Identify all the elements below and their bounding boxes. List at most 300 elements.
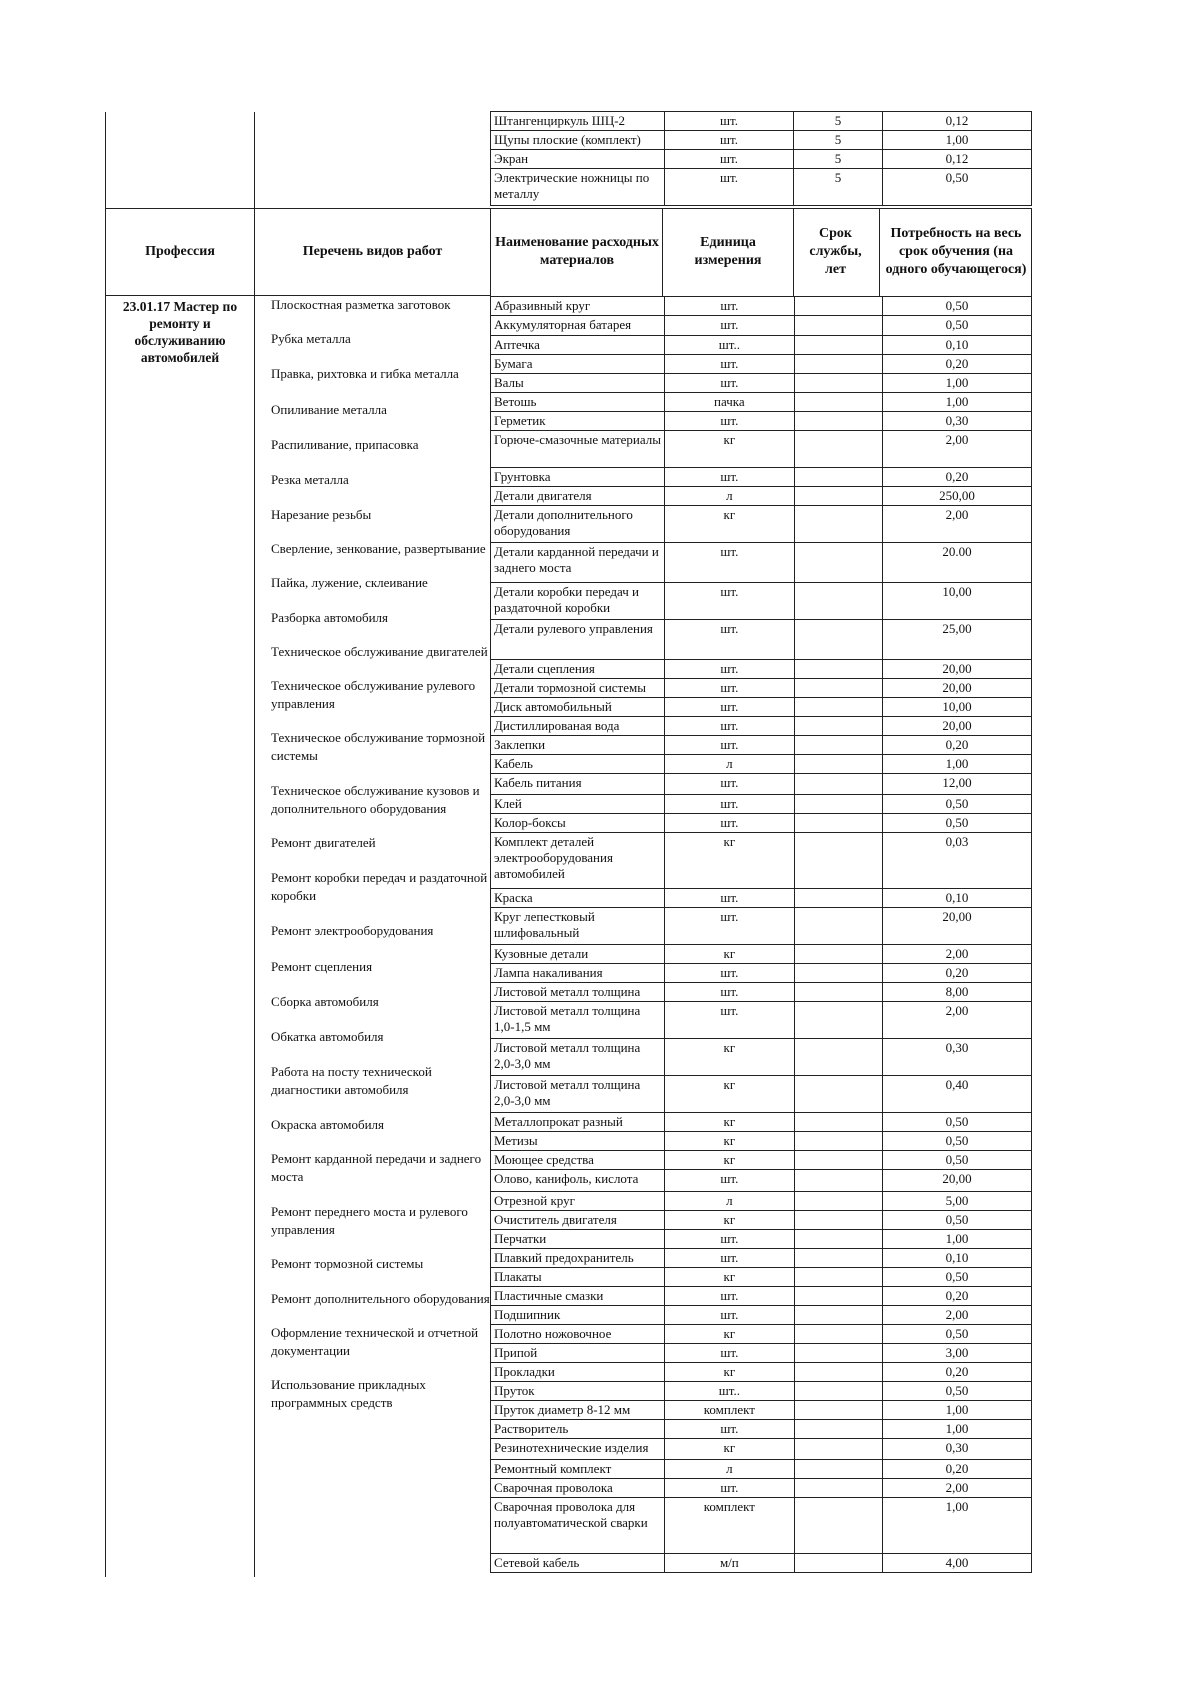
material-unit: шт. bbox=[665, 412, 795, 431]
table-row bbox=[491, 1363, 1032, 1382]
material-need: 4,00 bbox=[883, 1554, 1032, 1573]
material-life: 5 bbox=[794, 150, 883, 169]
material-life bbox=[794, 316, 882, 336]
material-life bbox=[794, 679, 882, 698]
work-item: Пайка, лужение, склеивание bbox=[271, 575, 428, 590]
material-life: 5 bbox=[794, 169, 883, 206]
material-unit: шт. bbox=[665, 908, 795, 945]
material-life bbox=[794, 468, 882, 487]
material-unit: шт. bbox=[665, 1479, 795, 1498]
table-row bbox=[491, 431, 1032, 468]
material-life bbox=[794, 814, 882, 833]
material-name: Очиститель двигателя bbox=[491, 1211, 665, 1230]
table-row bbox=[491, 1498, 1032, 1554]
material-unit: шт. bbox=[665, 620, 795, 660]
material-life bbox=[794, 506, 882, 543]
table-row bbox=[491, 660, 1032, 679]
header-sep-5 bbox=[879, 208, 880, 296]
material-life bbox=[794, 795, 882, 814]
material-unit: комплект bbox=[665, 1498, 795, 1554]
table-row bbox=[491, 393, 1032, 412]
material-name: Валы bbox=[491, 374, 665, 393]
material-need: 0,50 bbox=[883, 1268, 1032, 1287]
material-need: 1,00 bbox=[883, 1230, 1032, 1249]
material-need: 2,00 bbox=[883, 1306, 1032, 1325]
work-item: Техническое обслуживание тормозной системы bbox=[271, 730, 486, 763]
material-need: 2,00 bbox=[883, 1479, 1032, 1498]
material-life bbox=[794, 1363, 882, 1382]
material-need: 25,00 bbox=[883, 620, 1032, 660]
table-row bbox=[491, 1249, 1032, 1268]
work-item: Ремонт дополнительного оборудования bbox=[271, 1291, 490, 1306]
material-name: Бумага bbox=[491, 355, 665, 374]
material-life bbox=[794, 1325, 882, 1344]
material-unit: шт. bbox=[665, 814, 795, 833]
table-row bbox=[491, 1002, 1032, 1039]
material-need: 10,00 bbox=[883, 698, 1032, 717]
material-unit: кг bbox=[665, 1113, 795, 1132]
material-life bbox=[794, 1113, 882, 1132]
material-life bbox=[794, 1230, 882, 1249]
work-item: Опиливание металла bbox=[271, 402, 387, 417]
material-unit: шт. bbox=[665, 795, 795, 814]
material-unit: кг bbox=[665, 506, 795, 543]
material-life bbox=[794, 1554, 882, 1573]
material-unit: шт. bbox=[665, 374, 795, 393]
material-unit: шт. bbox=[665, 679, 795, 698]
material-unit: шт. bbox=[665, 698, 795, 717]
table-row bbox=[491, 889, 1032, 908]
material-unit: шт. bbox=[665, 297, 795, 316]
material-name: Клей bbox=[491, 795, 665, 814]
work-item: Обкатка автомобиля bbox=[271, 1029, 384, 1044]
material-unit: кг bbox=[665, 1268, 795, 1287]
header-unit: Единица измерения bbox=[694, 235, 762, 268]
material-life bbox=[794, 393, 882, 412]
material-need: 0,20 bbox=[883, 736, 1032, 755]
material-name: Дистиллированая вода bbox=[491, 717, 665, 736]
material-life bbox=[794, 1306, 882, 1325]
material-name: Круг лепестковый шлифовальный bbox=[491, 908, 665, 945]
material-name: Аккумуляторная батарея bbox=[491, 316, 665, 336]
work-item: Техническое обслуживание рулевого управления bbox=[271, 678, 476, 711]
material-name: Припой bbox=[491, 1344, 665, 1363]
material-name: Детали двигателя bbox=[491, 487, 665, 506]
material-need: 0,30 bbox=[883, 1439, 1032, 1460]
table-row bbox=[491, 755, 1032, 774]
material-life bbox=[794, 1382, 882, 1401]
material-need: 0,30 bbox=[883, 1039, 1032, 1076]
material-name: Диск автомобильный bbox=[491, 698, 665, 717]
material-need: 20.00 bbox=[883, 543, 1032, 583]
material-need: 2,00 bbox=[883, 506, 1032, 543]
material-need: 1,00 bbox=[882, 131, 1031, 150]
material-unit: шт.. bbox=[665, 336, 795, 355]
header-right-line bbox=[1031, 208, 1032, 296]
material-unit: шт. bbox=[665, 736, 795, 755]
material-unit: кг bbox=[665, 431, 795, 468]
continued-table bbox=[490, 111, 1032, 206]
material-unit: л bbox=[665, 487, 795, 506]
material-unit: шт. bbox=[665, 468, 795, 487]
material-need: 0,50 bbox=[883, 1113, 1032, 1132]
material-name: Сетевой кабель bbox=[491, 1554, 665, 1573]
table-row bbox=[491, 814, 1032, 833]
material-name: Штангенциркуль ШЦ-2 bbox=[491, 112, 665, 131]
material-need: 0,10 bbox=[883, 336, 1032, 355]
material-need: 20,00 bbox=[883, 660, 1032, 679]
table-row bbox=[491, 1170, 1032, 1192]
work-item: Правка, рихтовка и гибка металла bbox=[271, 366, 459, 381]
table-row bbox=[491, 1287, 1032, 1306]
material-life bbox=[794, 355, 882, 374]
material-life bbox=[794, 774, 882, 795]
material-name: Экран bbox=[491, 150, 665, 169]
header-sep-3 bbox=[662, 208, 663, 296]
material-name: Ветошь bbox=[491, 393, 665, 412]
table-row bbox=[491, 374, 1032, 393]
material-name: Комплект деталей электрооборудования автомобилей bbox=[491, 833, 665, 889]
material-name: Отрезной круг bbox=[491, 1192, 665, 1211]
material-need: 1,00 bbox=[883, 755, 1032, 774]
material-unit: м/п bbox=[665, 1554, 795, 1573]
material-life bbox=[794, 908, 882, 945]
table-row bbox=[491, 1076, 1032, 1113]
material-name: Листовой металл толщина bbox=[491, 983, 665, 1002]
material-unit: шт. bbox=[665, 1002, 795, 1039]
material-life bbox=[794, 374, 882, 393]
material-life bbox=[794, 698, 882, 717]
material-need: 1,00 bbox=[883, 1420, 1032, 1439]
material-name: Резинотехнические изделия bbox=[491, 1439, 665, 1460]
work-item: Ремонт переднего моста и рулевого управления bbox=[271, 1204, 468, 1237]
material-need: 20,00 bbox=[883, 908, 1032, 945]
material-name: Горюче-смазочные материалы bbox=[491, 431, 665, 468]
material-life bbox=[794, 1420, 882, 1439]
material-name: Ремонтный комплект bbox=[491, 1460, 665, 1479]
material-unit: шт. bbox=[665, 1420, 795, 1439]
material-life bbox=[794, 1002, 882, 1039]
work-item: Ремонт электрооборудования bbox=[271, 923, 434, 938]
material-life bbox=[794, 833, 882, 889]
material-need: 0,50 bbox=[883, 814, 1032, 833]
table-row bbox=[491, 506, 1032, 543]
material-life bbox=[794, 543, 882, 583]
material-life bbox=[794, 736, 882, 755]
material-need: 0,50 bbox=[882, 169, 1031, 206]
material-life bbox=[794, 1479, 882, 1498]
material-need: 2,00 bbox=[883, 1002, 1032, 1039]
material-need: 0,30 bbox=[883, 412, 1032, 431]
material-name: Метизы bbox=[491, 1132, 665, 1151]
table-row bbox=[491, 169, 1032, 206]
header-material-name: Наименование расходных материалов bbox=[495, 235, 659, 268]
material-life bbox=[794, 297, 882, 316]
table-row bbox=[491, 1192, 1032, 1211]
header-service-life: Срок службы, лет bbox=[809, 226, 862, 277]
material-need: 1,00 bbox=[883, 1498, 1032, 1554]
work-item: Оформление технической и отчетной документации bbox=[271, 1325, 479, 1358]
material-need: 1,00 bbox=[883, 374, 1032, 393]
table-row bbox=[491, 1479, 1032, 1498]
material-life bbox=[794, 336, 882, 355]
material-need: 1,00 bbox=[883, 1401, 1032, 1420]
work-item: Ремонт двигателей bbox=[271, 835, 376, 850]
material-life bbox=[794, 755, 882, 774]
material-life bbox=[794, 431, 882, 468]
material-life: 5 bbox=[794, 112, 883, 131]
work-item: Окраска автомобиля bbox=[271, 1117, 384, 1132]
material-unit: шт. bbox=[665, 983, 795, 1002]
table-row bbox=[491, 1039, 1032, 1076]
work-item: Работа на посту технической диагностики автомобиля bbox=[271, 1064, 432, 1097]
material-name: Сварочная проволока для полуавтоматической сварки bbox=[491, 1498, 665, 1554]
table-row bbox=[491, 717, 1032, 736]
materials-table bbox=[490, 296, 1032, 1573]
table-row bbox=[491, 583, 1032, 620]
material-unit: шт.. bbox=[665, 1382, 795, 1401]
material-name: Пруток bbox=[491, 1382, 665, 1401]
material-unit: кг bbox=[665, 1439, 795, 1460]
material-need: 0,12 bbox=[882, 150, 1031, 169]
material-unit: шт. bbox=[665, 964, 795, 983]
table-row bbox=[491, 336, 1032, 355]
table-row bbox=[491, 1439, 1032, 1460]
material-life: 5 bbox=[794, 131, 883, 150]
material-name: Герметик bbox=[491, 412, 665, 431]
table-row bbox=[491, 908, 1032, 945]
material-life bbox=[794, 583, 882, 620]
material-life bbox=[794, 1192, 882, 1211]
material-life bbox=[794, 1151, 882, 1170]
table-row bbox=[491, 1382, 1032, 1401]
material-name: Сварочная проволока bbox=[491, 1479, 665, 1498]
table-row bbox=[491, 543, 1032, 583]
material-unit: л bbox=[665, 1460, 795, 1479]
material-need: 0,50 bbox=[883, 1211, 1032, 1230]
work-item: Нарезание резьбы bbox=[271, 507, 372, 522]
material-need: 3,00 bbox=[883, 1344, 1032, 1363]
material-life bbox=[794, 1268, 882, 1287]
work-item: Использование прикладных программных средств bbox=[271, 1377, 426, 1410]
table-row bbox=[491, 1151, 1032, 1170]
work-item: Сборка автомобиля bbox=[271, 994, 379, 1009]
material-name: Детали карданной передачи и заднего моста bbox=[491, 543, 665, 583]
material-unit: кг bbox=[665, 1325, 795, 1344]
material-life bbox=[794, 620, 882, 660]
material-life bbox=[794, 1211, 882, 1230]
material-unit: кг bbox=[665, 1151, 795, 1170]
material-unit: шт. bbox=[665, 1249, 795, 1268]
header-sep-1 bbox=[254, 208, 255, 296]
material-name: Пластичные смазки bbox=[491, 1287, 665, 1306]
material-life bbox=[794, 1439, 882, 1460]
material-unit: шт. bbox=[665, 543, 795, 583]
table-row bbox=[491, 131, 1032, 150]
material-life bbox=[794, 1249, 882, 1268]
material-need: 8,00 bbox=[883, 983, 1032, 1002]
table-row bbox=[491, 150, 1032, 169]
material-need: 2,00 bbox=[883, 945, 1032, 964]
table-row bbox=[491, 698, 1032, 717]
table-row bbox=[491, 355, 1032, 374]
material-need: 0,50 bbox=[883, 316, 1032, 336]
material-life bbox=[794, 983, 882, 1002]
table-row bbox=[491, 620, 1032, 660]
material-unit: шт. bbox=[665, 1170, 795, 1192]
work-item: Ремонт тормозной системы bbox=[271, 1256, 424, 1271]
material-need: 0,20 bbox=[883, 1287, 1032, 1306]
material-unit: шт. bbox=[665, 1344, 795, 1363]
material-unit: шт. bbox=[664, 131, 793, 150]
material-name: Колор-боксы bbox=[491, 814, 665, 833]
table-row bbox=[491, 316, 1032, 336]
table-row bbox=[491, 412, 1032, 431]
material-name: Заклепки bbox=[491, 736, 665, 755]
material-life bbox=[794, 1287, 882, 1306]
table-row bbox=[491, 1420, 1032, 1439]
material-name: Листовой металл толщина 2,0-3,0 мм bbox=[491, 1076, 665, 1113]
material-name: Плавкий предохранитель bbox=[491, 1249, 665, 1268]
material-name: Детали рулевого управления bbox=[491, 620, 665, 660]
material-name: Плакаты bbox=[491, 1268, 665, 1287]
header-profession: Профессия bbox=[145, 244, 215, 259]
material-unit: л bbox=[665, 755, 795, 774]
material-unit: л bbox=[665, 1192, 795, 1211]
material-need: 0,40 bbox=[883, 1076, 1032, 1113]
material-name: Краска bbox=[491, 889, 665, 908]
material-name: Полотно ножовочное bbox=[491, 1325, 665, 1344]
material-unit: шт. bbox=[665, 774, 795, 795]
material-need: 0,20 bbox=[883, 355, 1032, 374]
header-sep-4 bbox=[793, 208, 794, 296]
material-name: Аптечка bbox=[491, 336, 665, 355]
material-unit: кг bbox=[665, 1363, 795, 1382]
table-row bbox=[491, 297, 1032, 316]
table-row bbox=[491, 679, 1032, 698]
material-need: 250,00 bbox=[883, 487, 1032, 506]
material-name: Листовой металл толщина 2,0-3,0 мм bbox=[491, 1039, 665, 1076]
material-need: 20,00 bbox=[883, 1170, 1032, 1192]
table-row bbox=[491, 1401, 1032, 1420]
table-row bbox=[491, 468, 1032, 487]
material-name: Прокладки bbox=[491, 1363, 665, 1382]
material-name: Абразивный круг bbox=[491, 297, 665, 316]
material-name: Металлопрокат разный bbox=[491, 1113, 665, 1132]
header-need: Потребность на весь срок обучения (на одного обучающегося) bbox=[885, 226, 1027, 277]
header-sep-2 bbox=[490, 208, 491, 296]
material-name: Щупы плоские (комплект) bbox=[491, 131, 665, 150]
material-life bbox=[794, 1039, 882, 1076]
material-unit: кг bbox=[665, 1039, 795, 1076]
material-need: 0,20 bbox=[883, 964, 1032, 983]
material-name: Детали тормозной системы bbox=[491, 679, 665, 698]
material-name: Электрические ножницы по металлу bbox=[491, 169, 665, 206]
material-need: 12,00 bbox=[883, 774, 1032, 795]
material-need: 0,10 bbox=[883, 1249, 1032, 1268]
work-item: Сверление, зенкование, развертывание bbox=[271, 541, 486, 556]
table-row bbox=[491, 1113, 1032, 1132]
material-name: Листовой металл толщина 1,0-1,5 мм bbox=[491, 1002, 665, 1039]
table-row bbox=[491, 774, 1032, 795]
material-name: Кабель питания bbox=[491, 774, 665, 795]
table-row bbox=[491, 1268, 1032, 1287]
material-life bbox=[794, 1344, 882, 1363]
material-unit: кг bbox=[665, 1211, 795, 1230]
material-need: 0,20 bbox=[883, 1363, 1032, 1382]
material-need: 20,00 bbox=[883, 717, 1032, 736]
material-need: 20,00 bbox=[883, 679, 1032, 698]
material-need: 0,03 bbox=[883, 833, 1032, 889]
material-unit: шт. bbox=[665, 583, 795, 620]
table-row bbox=[491, 736, 1032, 755]
material-unit: кг bbox=[665, 945, 795, 964]
material-life bbox=[794, 964, 882, 983]
material-life bbox=[794, 1498, 882, 1554]
material-name: Грунтовка bbox=[491, 468, 665, 487]
material-life bbox=[794, 660, 882, 679]
material-unit: комплект bbox=[665, 1401, 795, 1420]
material-life bbox=[794, 412, 882, 431]
work-item: Техническое обслуживание двигателей bbox=[271, 644, 488, 659]
material-life bbox=[794, 1132, 882, 1151]
material-unit: шт. bbox=[665, 660, 795, 679]
material-life bbox=[794, 1170, 882, 1192]
profession-name: 23.01.17 Мастер по ремонту и обслуживанию автомобилей bbox=[122, 299, 238, 365]
material-unit: шт. bbox=[665, 1230, 795, 1249]
table-row bbox=[491, 1211, 1032, 1230]
material-unit: кг bbox=[665, 1132, 795, 1151]
table-row bbox=[491, 1344, 1032, 1363]
material-unit: шт. bbox=[665, 717, 795, 736]
material-life bbox=[794, 487, 882, 506]
material-name: Лампа накаливания bbox=[491, 964, 665, 983]
material-need: 0,12 bbox=[882, 112, 1031, 131]
material-need: 0,20 bbox=[883, 468, 1032, 487]
material-name: Кузовные детали bbox=[491, 945, 665, 964]
work-item: Плоскостная разметка заготовок bbox=[271, 297, 451, 312]
material-name: Кабель bbox=[491, 755, 665, 774]
material-unit: шт. bbox=[665, 355, 795, 374]
material-unit: шт. bbox=[665, 889, 795, 908]
material-name: Пруток диаметр 8-12 мм bbox=[491, 1401, 665, 1420]
material-need: 0,50 bbox=[883, 297, 1032, 316]
material-need: 1,00 bbox=[883, 393, 1032, 412]
works-list bbox=[271, 296, 491, 1412]
table-row bbox=[491, 833, 1032, 889]
table-row bbox=[491, 1460, 1032, 1479]
material-need: 2,00 bbox=[883, 431, 1032, 468]
material-need: 5,00 bbox=[883, 1192, 1032, 1211]
work-item: Разборка автомобиля bbox=[271, 610, 388, 625]
table-row bbox=[491, 1132, 1032, 1151]
material-name: Моющее средства bbox=[491, 1151, 665, 1170]
material-life bbox=[794, 717, 882, 736]
material-name: Детали сцепления bbox=[491, 660, 665, 679]
material-need: 0,50 bbox=[883, 1382, 1032, 1401]
material-unit: шт. bbox=[664, 150, 793, 169]
material-name: Детали коробки передач и раздаточной коробки bbox=[491, 583, 665, 620]
work-item: Резка металла bbox=[271, 472, 349, 487]
material-life bbox=[794, 1076, 882, 1113]
material-life bbox=[794, 1460, 882, 1479]
table-row bbox=[491, 983, 1032, 1002]
table-row bbox=[491, 945, 1032, 964]
material-need: 0,50 bbox=[883, 1132, 1032, 1151]
material-life bbox=[794, 945, 882, 964]
material-unit: кг bbox=[665, 833, 795, 889]
material-life bbox=[794, 1401, 882, 1420]
